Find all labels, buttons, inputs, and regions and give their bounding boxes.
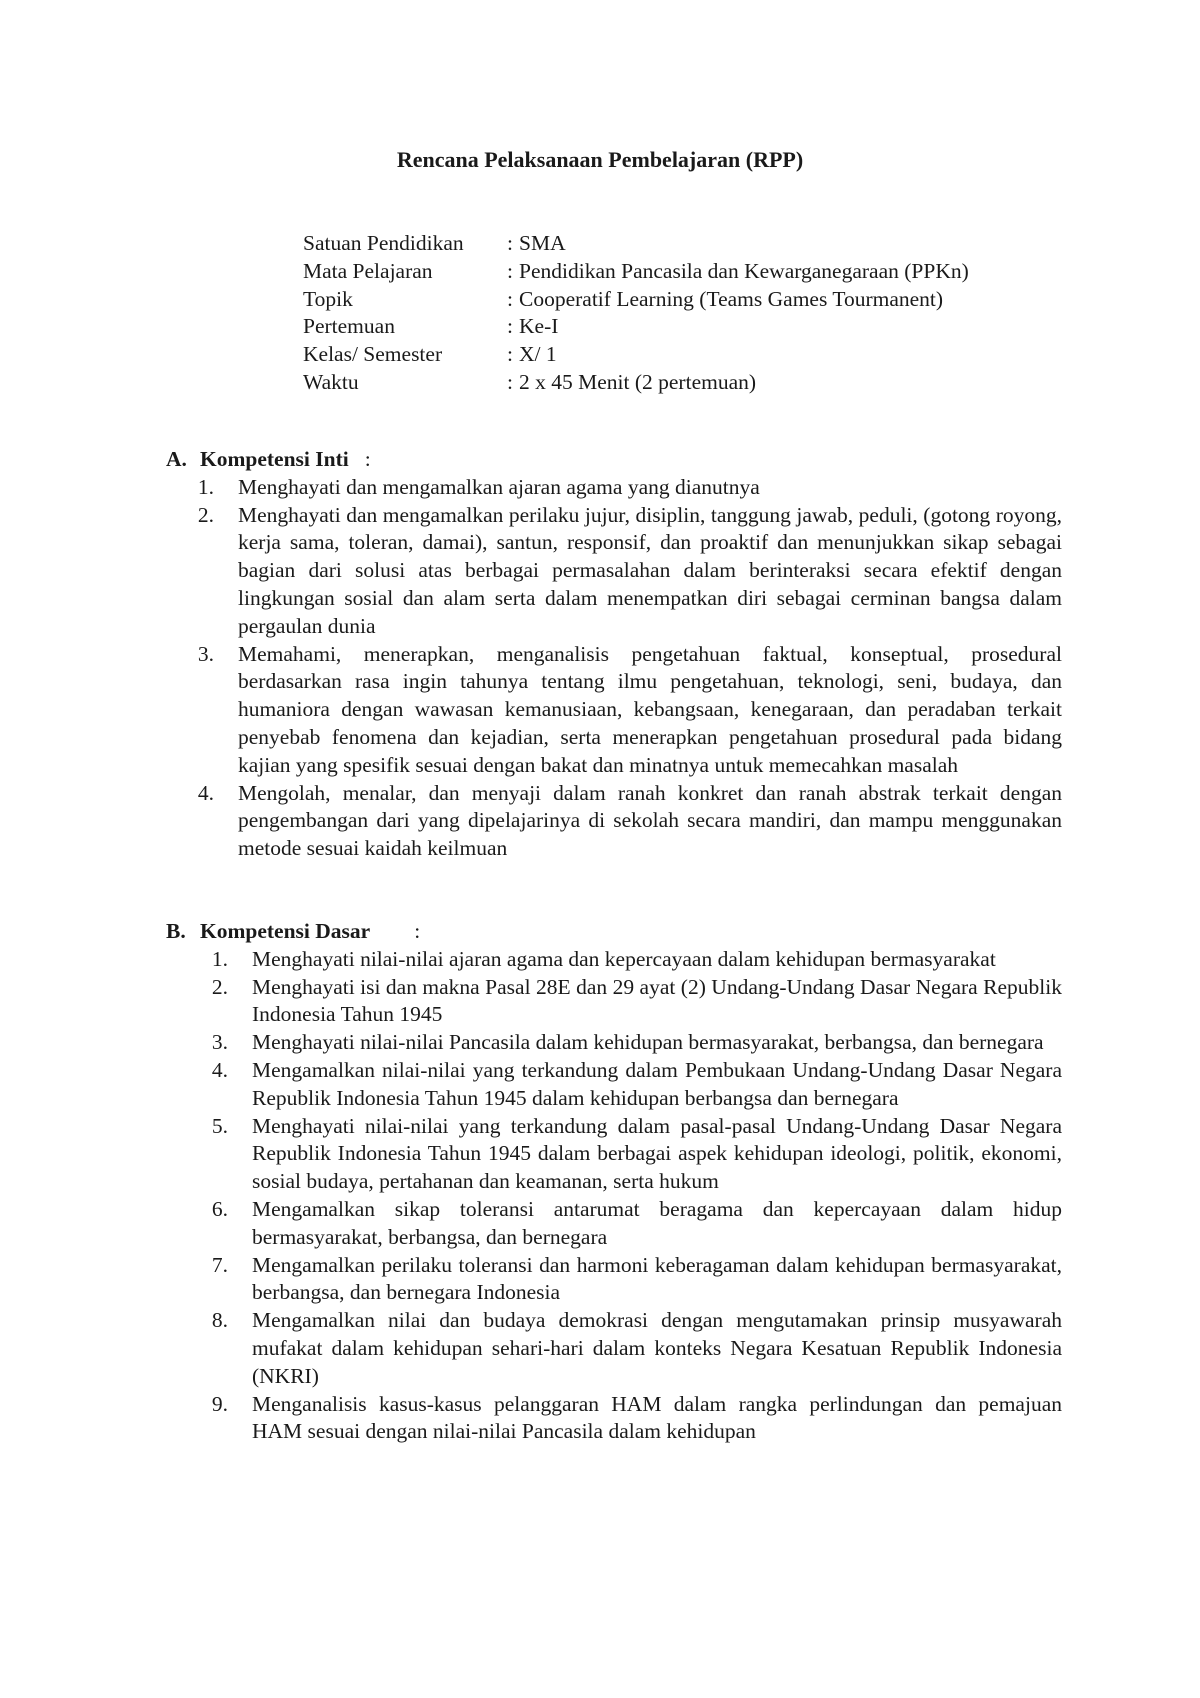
list-item-text: Mengamalkan nilai-nilai yang terkandung dalam Pembukaan Undang-Undang Dasar Negara Republik Indonesia Tahun 1945 dalam kehidupan berbangsa dan bernegara: [252, 1057, 1062, 1110]
list-item: [166, 641, 1062, 780]
list-item: [166, 1307, 1062, 1390]
info-separator: :: [507, 314, 513, 339]
list-item: [166, 1029, 1062, 1057]
list-item-number: 9.: [211, 1391, 228, 1416]
list-item: [166, 1196, 1062, 1252]
section-title: Kompetensi Dasar: [200, 919, 371, 943]
info-value: Cooperatif Learning (Teams Games Tourmanent): [519, 286, 944, 311]
list-item-number: 6.: [211, 1196, 228, 1221]
section-colon: :: [414, 919, 421, 943]
info-value: SMA: [519, 231, 566, 255]
list-item-number: 8.: [211, 1308, 228, 1333]
list-item-number: 4.: [211, 1057, 228, 1082]
info-label: Kelas/ Semester: [303, 342, 443, 367]
list-item-text: Mengamalkan sikap toleransi antarumat beragama dan kepercayaan dalam hidup bermasyarakat, berbangsa, dan bernegara: [252, 1196, 1062, 1249]
info-value: 2 x 45 Menit (2 pertemuan): [519, 369, 757, 394]
info-label: Mata Pelajaran: [303, 258, 433, 283]
list-item-number: 2.: [211, 974, 228, 999]
list-item-text: Menghayati dan mengamalkan ajaran agama yang dianutnya: [238, 474, 760, 499]
list-item-text: Menganalisis kasus-kasus pelanggaran HAM dalam rangka perlindungan dan pemajuan HAM sesuai dengan nilai-nilai Pancasila dalam kehidupan: [252, 1391, 1062, 1444]
list-item: [166, 946, 1062, 974]
list-item-number: 3.: [197, 641, 214, 666]
section-title: Kompetensi Inti: [200, 447, 349, 471]
info-separator: :: [507, 231, 513, 255]
info-row: [303, 230, 969, 258]
list-item: [166, 502, 1062, 641]
info-value: Pendidikan Pancasila dan Kewarganegaraan (PPKn): [519, 258, 969, 283]
document-title: Rencana Pelaksanaan Pembelajaran (RPP): [396, 147, 804, 172]
info-row: [303, 313, 969, 341]
info-separator: :: [507, 258, 513, 283]
info-row: [303, 286, 969, 314]
list-item-number: 4.: [197, 780, 214, 805]
info-label: Satuan Pendidikan: [303, 231, 464, 255]
list-item-number: 7.: [211, 1252, 228, 1277]
section-heading: [166, 446, 1062, 474]
info-separator: :: [507, 286, 513, 311]
list-item: [166, 1391, 1062, 1447]
list-item-number: 2.: [197, 502, 214, 527]
info-label: Waktu: [303, 369, 359, 394]
info-label: Topik: [303, 286, 353, 311]
section-kompetensi-dasar: [166, 918, 1062, 1446]
list-item-text: Menghayati nilai-nilai yang terkandung dalam pasal-pasal Undang-Undang Dasar Negara Republik Indonesia Tahun 1945 dalam berbagai aspek kehidupan ideologi, politik, ekonomi, sosial budaya, pertahanan dan keamanan, serta hukum: [252, 1113, 1062, 1194]
info-separator: :: [507, 369, 513, 394]
list-item: [166, 474, 1062, 502]
list-item-text: Menghayati nilai-nilai ajaran agama dan kepercayaan dalam kehidupan bermasyarakat: [252, 946, 996, 971]
list-item-text: Mengamalkan nilai dan budaya demokrasi dengan mengutamakan prinsip musyawarah mufakat dalam kehidupan sehari-hari dalam konteks Negara Kesatuan Republik Indonesia (NKRI): [252, 1308, 1062, 1388]
info-row: [303, 369, 969, 397]
section-letter: B.: [166, 919, 186, 943]
list-item-text: Memahami, menerapkan, menganalisis pengetahuan faktual, konseptual, prosedural berdasarkan rasa ingin tahunya tentang ilmu pengetahuan, teknologi, seni, budaya, dan humaniora dengan wawasan kemanusiaan, kebangsaan, kenegaraan, dan peradaban terkait penyebab fenomena dan kejadian, serta menerapkan pengetahuan prosedural pada bidang kajian yang spesifik sesuai dengan bakat dan minatnya untuk memecahkan masalah: [238, 641, 1062, 777]
list-item-text: Mengamalkan perilaku toleransi dan harmoni keberagaman dalam kehidupan bermasyarakat, berbangsa, dan bernegara Indonesia: [252, 1252, 1062, 1305]
list-item: [166, 974, 1062, 1030]
list-item: [166, 1057, 1062, 1113]
section-colon: :: [364, 447, 371, 471]
info-value: Ke-I: [519, 314, 559, 339]
info-separator: :: [507, 342, 513, 367]
section-kompetensi-inti: [166, 446, 1062, 863]
info-table: [303, 230, 969, 397]
info-value: X/ 1: [519, 342, 557, 367]
list-item-number: 3.: [211, 1030, 228, 1055]
section-heading: [166, 918, 1062, 946]
competency-list: [166, 474, 1062, 863]
list-item: [166, 1113, 1062, 1196]
list-item-text: Menghayati isi dan makna Pasal 28E dan 29 ayat (2) Undang-Undang Dasar Negara Republik Indonesia Tahun 1945: [252, 974, 1062, 1027]
list-item-number: 1.: [197, 474, 214, 499]
info-row: [303, 341, 969, 369]
list-item-text: Menghayati dan mengamalkan perilaku jujur, disiplin, tanggung jawab, peduli, (gotong royong, kerja sama, toleran, damai), santun, responsif, dan proaktif dan menunjukkan sikap sebagai bagian dari solusi atas berbagai permasalahan dalam berinteraksi secara efektif dengan lingkungan sosial dan alam serta dalam menempatkan diri sebagai cerminan bangsa dalam pergaulan dunia: [238, 502, 1062, 638]
list-item-text: Menghayati nilai-nilai Pancasila dalam kehidupan bermasyarakat, berbangsa, dan bernegara: [252, 1030, 1044, 1055]
section-letter: A.: [166, 447, 187, 471]
list-item-text: Mengolah, menalar, dan menyaji dalam ranah konkret dan ranah abstrak terkait dengan pengembangan dari yang dipelajarinya di sekolah secara mandiri, dan mampu menggunakan metode sesuai kaidah keilmuan: [238, 780, 1062, 861]
competency-list: [166, 946, 1062, 1446]
list-item-number: 1.: [211, 946, 228, 971]
list-item-number: 5.: [211, 1113, 228, 1138]
list-item: [166, 1252, 1062, 1308]
info-label: Pertemuan: [303, 314, 395, 339]
info-row: [303, 258, 969, 286]
list-item: [166, 780, 1062, 863]
